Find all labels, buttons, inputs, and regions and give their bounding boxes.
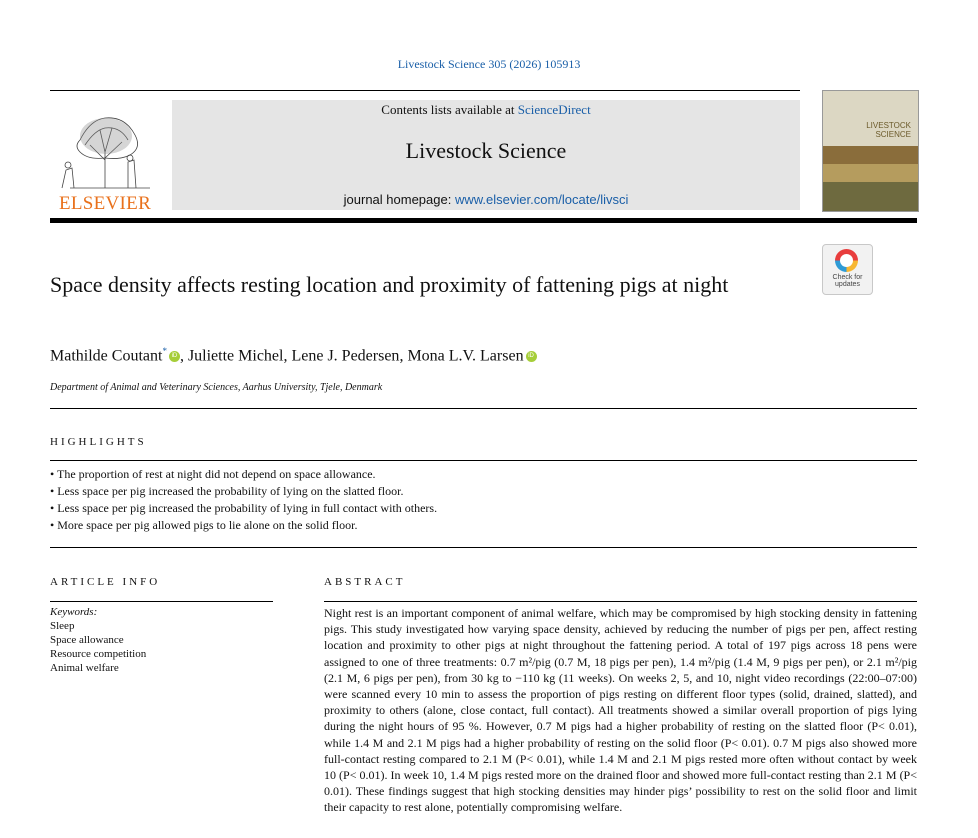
- keyword-item: Space allowance: [50, 634, 124, 646]
- highlight-item: • The proportion of rest at night did not depend on space allowance.: [50, 467, 376, 481]
- keyword-item: Resource competition: [50, 648, 147, 660]
- journal-homepage: [172, 192, 800, 207]
- article-title: Space density affects resting location and proximity of fattening pigs at night: [50, 272, 729, 297]
- elsevier-wordmark[interactable]: ELSEVIER: [58, 193, 152, 214]
- highlights-top-rule: [50, 460, 917, 461]
- keywords-label: Keywords:: [50, 606, 98, 618]
- article-info-rule: [50, 601, 273, 602]
- orcid-icon[interactable]: iD: [169, 351, 180, 362]
- header-thick-rule: [50, 218, 917, 223]
- cover-title: [823, 121, 911, 139]
- keyword-item: Sleep: [50, 620, 75, 632]
- corresponding-author-mark[interactable]: *: [162, 346, 167, 356]
- highlights-list: [50, 466, 917, 534]
- crossmark-icon: [835, 249, 858, 272]
- cover-photo-band-2: [823, 164, 918, 182]
- author-list: Mathilde Coutant*iD , Juliette Michel, Lene J. Pedersen, Mona L.V. Larsen iD: [50, 346, 850, 365]
- homepage-link[interactable]: www.elsevier.com/locate/livsci: [454, 192, 629, 207]
- orcid-icon[interactable]: iD: [526, 351, 537, 362]
- article-info-heading: ARTICLE INFO: [50, 576, 161, 588]
- author-name[interactable]: Mona L.V. Larsen: [407, 347, 524, 365]
- author-name[interactable]: Juliette Michel: [187, 347, 284, 365]
- keywords-block: [50, 605, 270, 675]
- contents-availability: [172, 102, 800, 118]
- author-name[interactable]: Mathilde Coutant: [50, 347, 163, 365]
- cover-title-line1: LIVESTOCK: [866, 121, 911, 130]
- journal-title: Livestock Science: [405, 138, 567, 163]
- abstract-heading: ABSTRACT: [324, 576, 406, 588]
- highlights-bottom-rule: [50, 547, 917, 548]
- check-updates-label: Check for updates: [832, 274, 863, 288]
- highlight-item: • More space per pig allowed pigs to lie alone on the solid floor.: [50, 518, 358, 532]
- highlight-item: • Less space per pig increased the probability of lying on the slatted floor.: [50, 484, 404, 498]
- cover-photo-band-1: [823, 146, 918, 164]
- abstract-rule: [324, 601, 917, 602]
- abstract-text: Night rest is an important component of animal welfare, which may be compromised by high stocking density in fattening pigs. This study investigated how varying space density, achieved by reducing the number of pigs per pen, affect resting location and proximity to other pigs at night throughout the fattening period. A total of 197 pigs across 18 pens were assigned to one of three treatments: 0.7 m²/pig (0.7 M, 18 pigs per pen), 1.4 m²/pig (1.4 M, 9 pigs per pen), or 2.1 m²/pig (2.1 M, 6 pigs per pen), from 30 kg to −110 kg (11 weeks). On weeks 2, 5, and 10, night video recordings (22:00–07:00) were scanned every 10 min to assess the proportion of pigs resting on different floor types (solid, drained, slatted), and proximity to others (alone, close contact, full contact). All treatments showed a similar overall proportion of pigs lying during the night hours of 95 %. However, 0.7 M pigs had a higher probability of resting on the slatted floor (P< 0.01), while 1.4 M and 2.1 M pigs had a higher probability of resting on the solid floor (P< 0.01). 0.7 M pigs also showed more full-contact resting compared to 2.1 M (P< 0.01), while 1.4 M and 2.1 M pigs rested more often without contact by week 10 (P< 0.01). In week 10, 1.4 M pigs rested more on the drained floor and showed more full-contact resting than 2.1 M (P< 0.01). These findings suggest that high stocking densities may hinder pigs’ possibility to rest on the solid floor and limit their capacity to rest alone, potentially compromising welfare.: [324, 606, 917, 815]
- journal-citation[interactable]: Livestock Science 305 (2026) 105913: [397, 57, 581, 71]
- header-top-rule: [50, 90, 800, 91]
- cover-title-line2: SCIENCE: [875, 130, 911, 139]
- check-for-updates-button[interactable]: [822, 244, 873, 295]
- author-affiliation: Department of Animal and Veterinary Sciences, Aarhus University, Tjele, Denmark: [50, 382, 383, 393]
- sciencedirect-link[interactable]: ScienceDirect: [517, 102, 591, 117]
- author-name[interactable]: Lene J. Pedersen: [291, 347, 400, 365]
- highlight-item: • Less space per pig increased the probability of lying in full contact with others.: [50, 501, 438, 515]
- cover-photo-band-3: [823, 182, 918, 211]
- journal-cover-image[interactable]: [822, 90, 919, 212]
- contents-prefix: Contents lists available at: [381, 102, 515, 117]
- homepage-prefix: journal homepage:: [343, 192, 452, 207]
- highlights-heading: HIGHLIGHTS: [50, 436, 147, 448]
- keyword-item: Animal welfare: [50, 662, 119, 674]
- affiliation-rule: [50, 408, 917, 409]
